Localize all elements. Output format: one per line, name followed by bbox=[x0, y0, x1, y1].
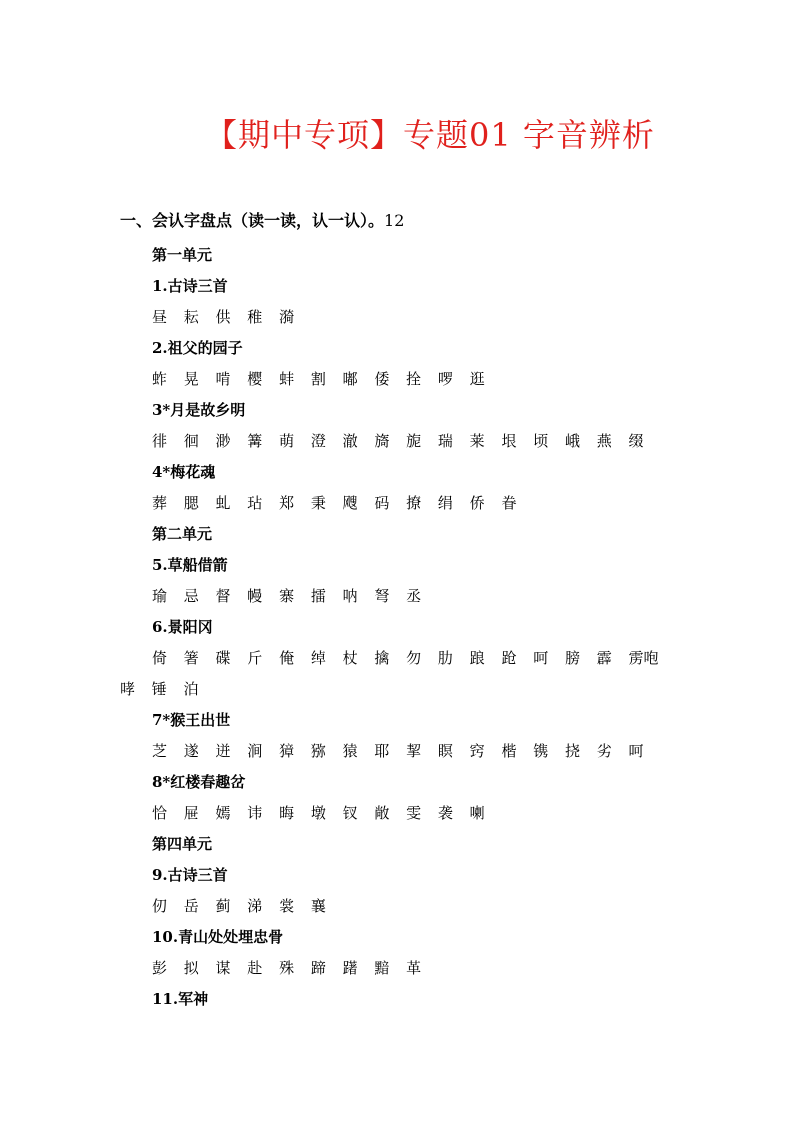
lesson-title: 6.景阳冈 bbox=[152, 618, 213, 636]
character-row: 倚 箸 碟 斤 俺 绰 杖 擒 勿 肋 踉 跄 呵 膀 霹 雳咆 bbox=[152, 649, 659, 667]
lesson-title: 3*月是故乡明 bbox=[152, 401, 246, 419]
lesson-title: 8*红楼春趣岔 bbox=[152, 773, 246, 791]
character-row: 瑜 忌 督 幔 寨 擂 呐 弩 丞 bbox=[152, 587, 422, 605]
lesson-title: 2.祖父的园子 bbox=[152, 339, 243, 357]
section-heading bbox=[120, 209, 404, 233]
lesson-title: 9.古诗三首 bbox=[152, 866, 228, 884]
lesson-title: 11.军神 bbox=[152, 990, 209, 1008]
character-row-continued: 哮 锤 泊 bbox=[120, 680, 199, 698]
character-row: 恰 屉 嫣 讳 晦 墩 钗 敞 雯 袭 喇 bbox=[152, 804, 485, 822]
unit-heading: 第一单元 bbox=[152, 246, 213, 264]
character-row: 蚱 晃 啃 樱 蚌 割 嘟 倭 拴 啰 逛 bbox=[152, 370, 485, 388]
character-row: 葬 腮 虬 玷 郑 秉 飕 码 撩 绢 侨 眷 bbox=[152, 494, 517, 512]
character-row: 芝 遂 迸 涧 獐 猕 猿 耶 挈 瞑 窍 楷 镌 挠 劣 呵 bbox=[152, 742, 644, 760]
lesson-title: 4*梅花魂 bbox=[152, 463, 216, 481]
lesson-title: 5.草船借箭 bbox=[152, 556, 228, 574]
character-list bbox=[120, 240, 680, 1015]
section-heading-text: 一、会认字盘点（读一读，认一认）。 bbox=[120, 211, 385, 230]
character-row: 仞 岳 蓟 涕 裳 襄 bbox=[152, 897, 326, 915]
unit-heading: 第四单元 bbox=[152, 835, 213, 853]
character-row: 彭 拟 谋 赴 殊 蹄 躇 黯 革 bbox=[152, 959, 422, 977]
character-row: 徘 徊 渺 篝 萌 澄 澈 旖 旎 瑞 莱 垠 顷 峨 燕 缀 bbox=[152, 432, 644, 450]
character-row: 昼 耘 供 稚 漪 bbox=[152, 308, 295, 326]
lesson-title: 7*猴王出世 bbox=[152, 711, 231, 729]
section-heading-number: 12 bbox=[384, 211, 405, 230]
lesson-title: 10.青山处处埋忠骨 bbox=[152, 928, 284, 946]
document-title: 【期中专项】专题01 字音辨析 bbox=[205, 116, 655, 154]
lesson-title: 1.古诗三首 bbox=[152, 277, 228, 295]
unit-heading: 第二单元 bbox=[152, 525, 213, 543]
